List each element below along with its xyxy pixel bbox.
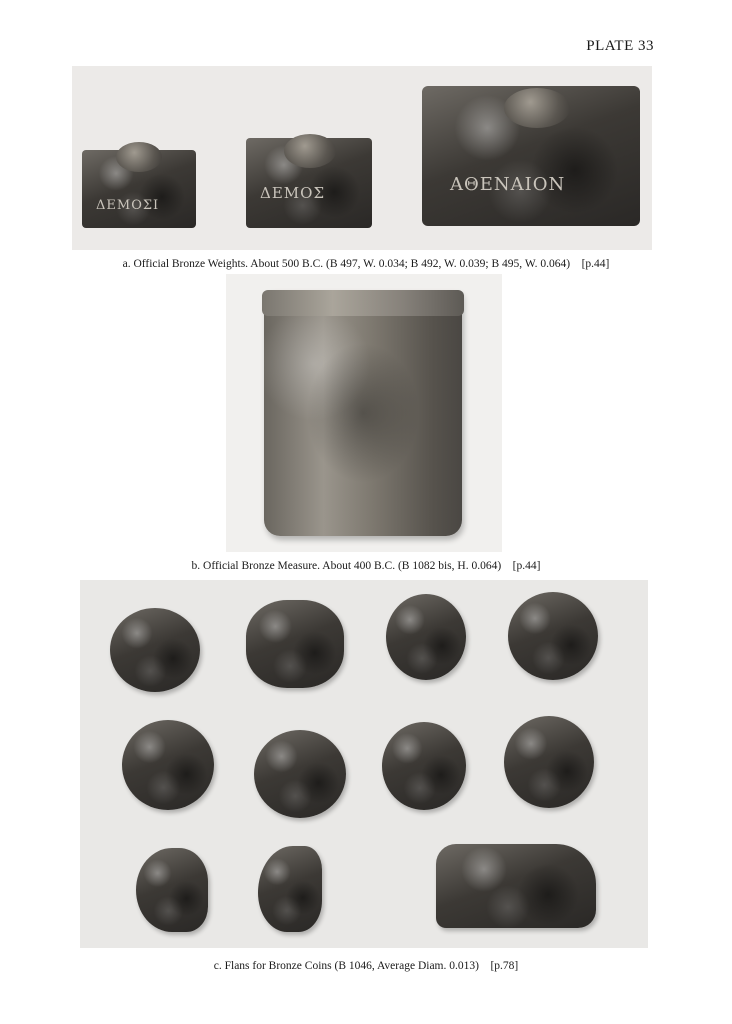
weight-medium: [246, 138, 372, 228]
caption-figure-b: b. Official Bronze Measure. About 400 B.C. (B 1082 bis, H. 0.064) [p.44]: [191, 560, 541, 572]
plate-label: PLATE 33: [586, 38, 654, 54]
weight-handle: [504, 88, 570, 128]
weight-handle: [116, 142, 162, 172]
coin-flan: [508, 592, 598, 680]
coin-flan: [246, 600, 344, 688]
photo-bronze-weights: [72, 66, 652, 250]
coin-flan: [386, 594, 466, 680]
weight-handle: [284, 134, 336, 168]
measure-rim: [262, 290, 464, 316]
coin-flan-half: [258, 846, 322, 932]
photo-bronze-measure: [226, 274, 502, 552]
coin-flan: [504, 716, 594, 808]
coin-flan: [254, 730, 346, 818]
coin-flan-bar: [436, 844, 596, 928]
photo-coin-flans: [80, 580, 648, 948]
coin-flan-half: [136, 848, 208, 932]
measure-cylinder: [264, 290, 462, 536]
weight-inscription: ΑΘΕΝΑΙΟΝ: [450, 174, 566, 195]
coin-flan: [382, 722, 466, 810]
weight-inscription: ΔΕΜΟΣΙ: [96, 198, 160, 213]
weight-large: [422, 86, 640, 226]
weight-inscription: ΔΕΜΟΣ: [260, 184, 326, 202]
caption-figure-a: a. Official Bronze Weights. About 500 B.C. (B 497, W. 0.034; B 492, W. 0.039; B 495, W. 0.064) [p.44]: [122, 258, 610, 270]
weight-small: [82, 150, 196, 228]
coin-flan: [110, 608, 200, 692]
coin-flan: [122, 720, 214, 810]
caption-figure-c: c. Flans for Bronze Coins (B 1046, Average Diam. 0.013) [p.78]: [213, 960, 519, 972]
